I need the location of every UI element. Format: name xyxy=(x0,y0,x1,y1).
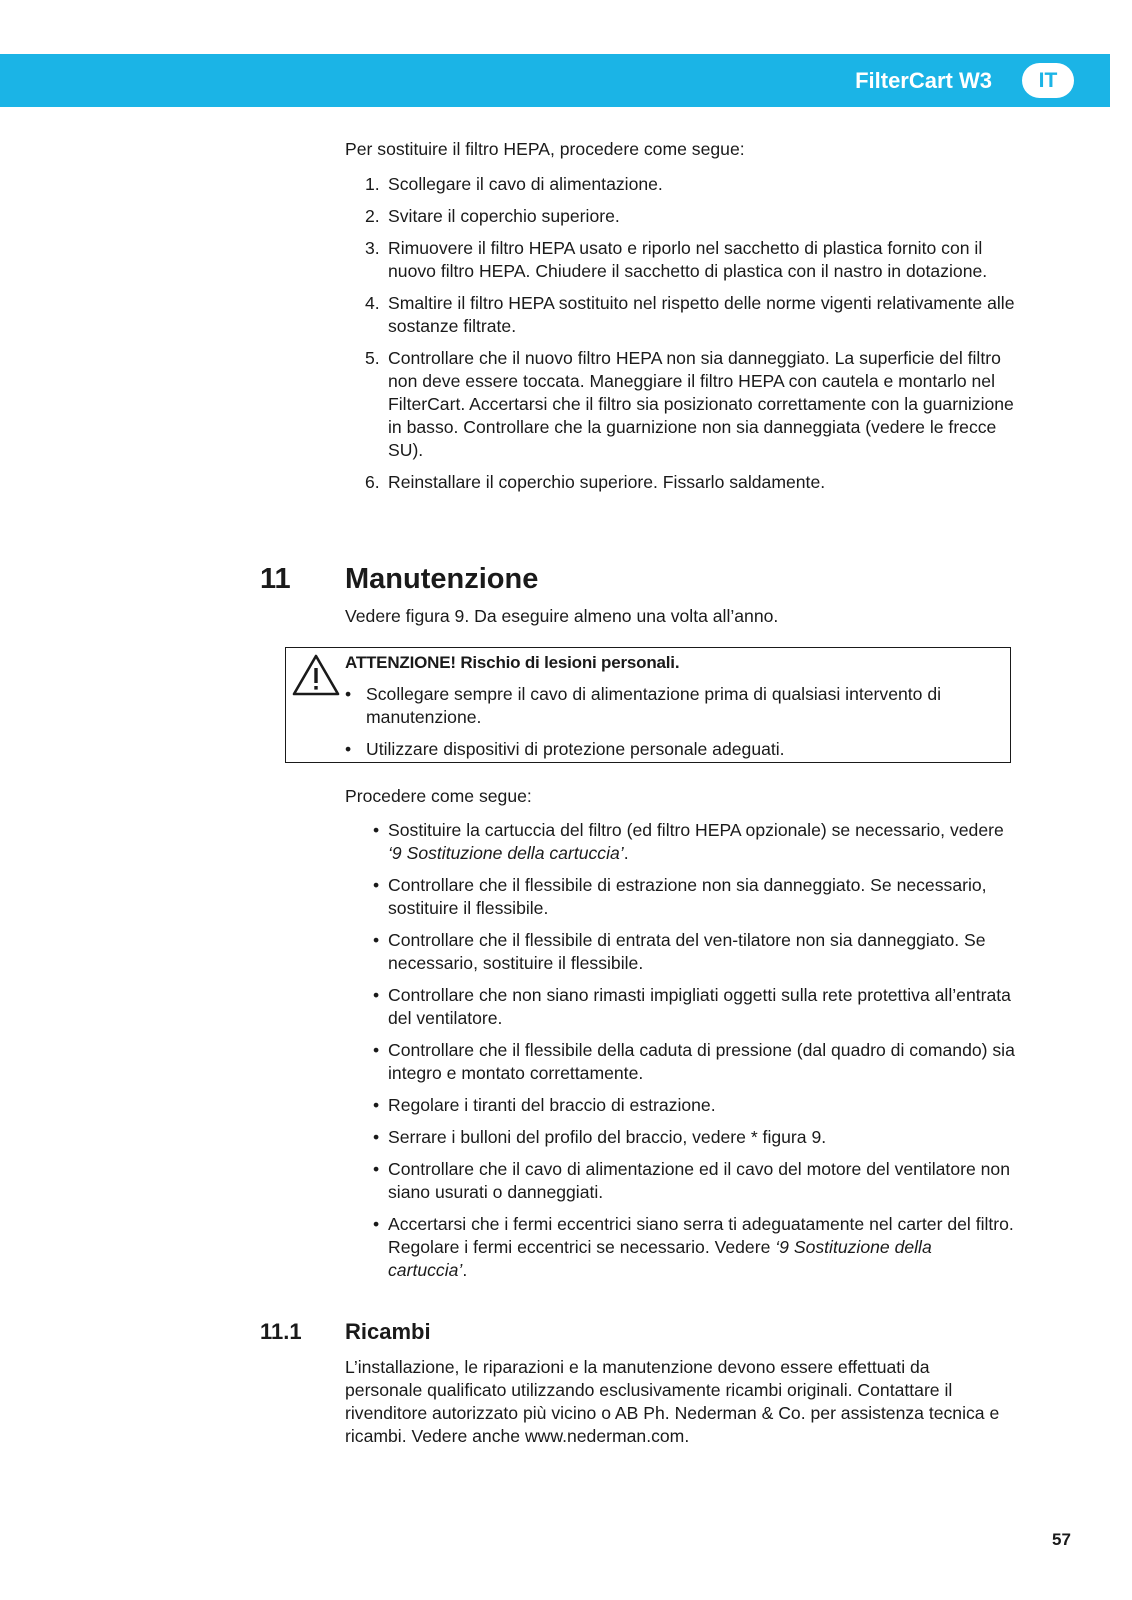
list-item xyxy=(345,1158,1015,1204)
step-number: 3. xyxy=(365,238,380,258)
list-item xyxy=(345,173,1015,196)
header-bar xyxy=(0,54,1110,107)
step-text: Reinstallare il coperchio superiore. Fissarlo saldamente. xyxy=(388,472,826,492)
step-number: 4. xyxy=(365,293,380,313)
warning-box xyxy=(285,647,1011,763)
hepa-intro: Per sostituire il filtro HEPA, procedere come segue: xyxy=(345,139,745,159)
section-title: Manutenzione xyxy=(345,563,539,595)
cross-reference: ‘9 Sostituzione della cartuccia’ xyxy=(388,1237,932,1280)
section-intro: Vedere figura 9. Da eseguire almeno una volta all’anno. xyxy=(345,606,779,626)
step-text: Smaltire il filtro HEPA sostituito nel rispetto delle norme vigenti relativamente alle sostanze filtrate. xyxy=(388,293,1015,336)
maintenance-list xyxy=(345,819,1015,1291)
page-number: 57 xyxy=(1052,1530,1071,1549)
list-item xyxy=(345,1126,1015,1149)
step-number: 6. xyxy=(365,472,380,492)
warning-list xyxy=(345,683,1005,770)
bullet: • xyxy=(373,1159,380,1179)
item-text: Controllare che il flessibile di entrata del ven-tilatore non sia danneggiato. Se necessario, sostituire il flessibile. xyxy=(388,930,986,973)
bullet: • xyxy=(373,985,380,1005)
hepa-steps-list xyxy=(345,173,1015,503)
item-text: Controllare che non siano rimasti impigliati oggetti sulla rete protettiva all’entrata del ventilatore. xyxy=(388,985,1011,1028)
warning-text: Scollegare sempre il cavo di alimentazione prima di qualsiasi intervento di manutenzione. xyxy=(366,684,942,727)
item-text: Serrare i bulloni del profilo del braccio, vedere * figura 9. xyxy=(388,1127,827,1147)
section-number: 11 xyxy=(260,563,291,595)
bullet: • xyxy=(373,1214,380,1234)
list-item xyxy=(345,292,1015,338)
list-item xyxy=(345,471,1015,494)
warning-title: ATTENZIONE! Rischio di lesioni personali. xyxy=(345,653,680,672)
item-text: Sostituire la cartuccia del filtro (ed filtro HEPA opzionale) se necessario, vedere ‘9 Sostituzione della cartuccia’. xyxy=(388,820,1004,863)
bullet: • xyxy=(373,1095,380,1115)
step-text: Svitare il coperchio superiore. xyxy=(388,206,620,226)
warning-triangle-icon xyxy=(292,654,340,696)
list-item xyxy=(345,347,1015,462)
subsection-title: Ricambi xyxy=(345,1319,431,1344)
document-title: FilterCart W3 xyxy=(855,68,992,93)
procedure-intro: Procedere come segue: xyxy=(345,786,532,806)
bullet: • xyxy=(373,820,380,840)
list-item xyxy=(345,819,1015,865)
item-text: Regolare i tiranti del braccio di estrazione. xyxy=(388,1095,716,1115)
step-number: 1. xyxy=(365,174,380,194)
list-item xyxy=(345,738,1005,761)
list-item xyxy=(345,237,1015,283)
item-text: Controllare che il flessibile della caduta di pressione (dal quadro di comando) sia integro e montato correttamente. xyxy=(388,1040,1015,1083)
item-text: Controllare che il cavo di alimentazione ed il cavo del motore del ventilatore non siano usurati o danneggiati. xyxy=(388,1159,1010,1202)
item-text: Accertarsi che i fermi eccentrici siano serra ti adeguatamente nel carter del filtro. Regolare i fermi eccentrici se necessario. Vedere ‘9 Sostituzione della cartuccia’. xyxy=(388,1214,1014,1280)
list-item xyxy=(345,929,1015,975)
bullet: • xyxy=(373,1040,380,1060)
list-item xyxy=(345,683,1005,729)
list-item xyxy=(345,984,1015,1030)
subsection-number: 11.1 xyxy=(260,1319,302,1344)
list-item xyxy=(345,1094,1015,1117)
step-number: 5. xyxy=(365,348,380,368)
bullet: • xyxy=(373,930,380,950)
cross-reference: ‘9 Sostituzione della cartuccia’ xyxy=(388,843,624,863)
bullet: • xyxy=(373,1127,380,1147)
warning-text: Utilizzare dispositivi di protezione personale adeguati. xyxy=(366,739,785,759)
bullet: • xyxy=(345,739,352,759)
list-item xyxy=(345,205,1015,228)
language-badge: IT xyxy=(1022,63,1074,98)
list-item xyxy=(345,1039,1015,1085)
step-number: 2. xyxy=(365,206,380,226)
bullet: • xyxy=(373,875,380,895)
step-text: Scollegare il cavo di alimentazione. xyxy=(388,174,663,194)
list-item xyxy=(345,1213,1015,1282)
list-item xyxy=(345,874,1015,920)
spare-parts-text: L’installazione, le riparazioni e la manutenzione devono essere effettuati da personale qualificato utilizzando esclusivamente ricambi originali. Contattare il rivenditore autorizzato più vicino o AB Ph. Nederman & Co. per assistenza tecnica e ricambi. Vedere anche www.nederman.com. xyxy=(345,1357,1000,1446)
bullet: • xyxy=(345,684,352,704)
item-text: Controllare che il flessibile di estrazione non sia danneggiato. Se necessario, sostituire il flessibile. xyxy=(388,875,987,918)
step-text: Rimuovere il filtro HEPA usato e riporlo nel sacchetto di plastica fornito con il nuovo filtro HEPA. Chiudere il sacchetto di plastica con il nastro in dotazione. xyxy=(388,238,988,281)
step-text: Controllare che il nuovo filtro HEPA non sia danneggiato. La superficie del filtro non deve essere toccata. Maneggiare il filtro HEPA con cautela e montarlo nel FilterCart. Accertarsi che il filtro sia posizionato correttamente con la guarnizione in basso. Controllare che la guarnizione non sia danneggiata (vedere le frecce SU). xyxy=(388,348,1014,460)
